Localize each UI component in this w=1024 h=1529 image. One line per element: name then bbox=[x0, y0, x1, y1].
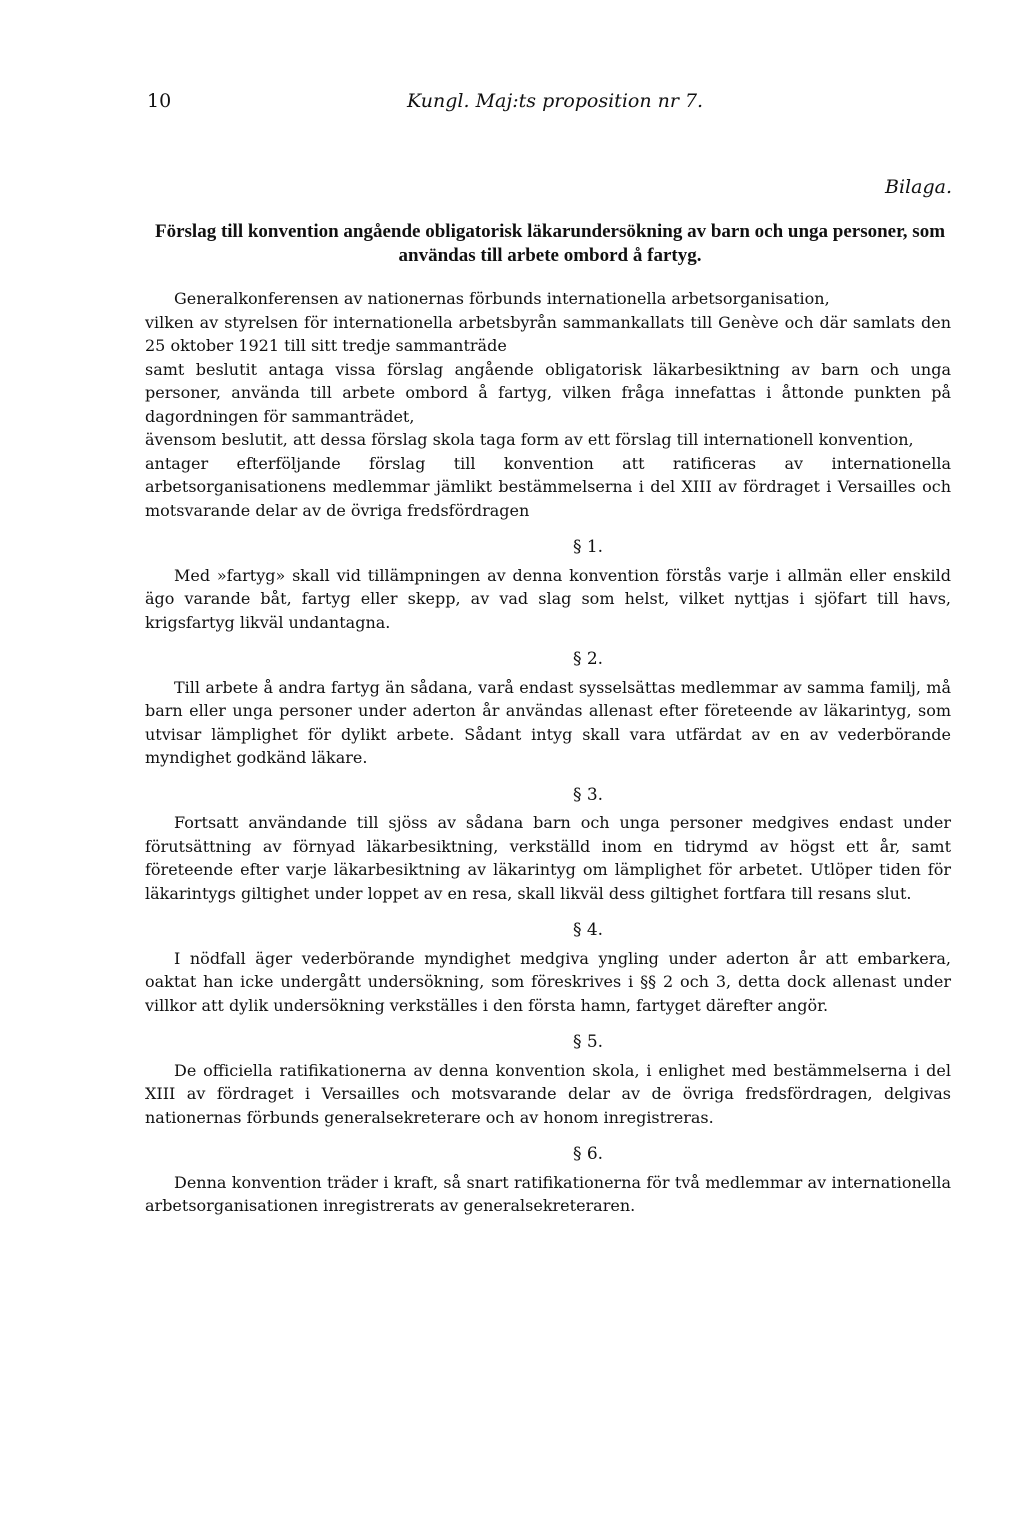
appendix-label: Bilaga. bbox=[885, 176, 952, 198]
preamble-paragraph: Generalkonferensen av nationernas förbunds internationella arbetsorganisation, bbox=[174, 289, 830, 308]
section-mark: § 5. bbox=[572, 1032, 604, 1052]
running-title: Kungl. Maj:ts proposition nr 7. bbox=[407, 90, 704, 112]
section-paragraph: Fortsatt användande till sjöss av sådana barn och unga personer medgives endast under förutsättning av förnyad läkarbesiktning, verkställd inom en tidrymd av högst ett år, samt företeende efter varje läkarbesiktning av läkarintyg om lämplighet för arbetet. Utlöper tiden för läkarintygs giltighet under loppet av en resa, skall likväl dess giltighet fortfara till resans slut. bbox=[145, 813, 951, 903]
preamble-paragraph: ävensom beslutit, att dessa förslag skola taga form av ett förslag till internationell konvention, bbox=[145, 430, 914, 449]
section-mark: § 2. bbox=[572, 649, 604, 669]
section-paragraph: Till arbete å andra fartyg än sådana, varå endast sysselsättas medlemmar av samma familj, må barn eller unga personer under aderton år användas allenast efter företeende av läkarintyg, som utvisar lämplighet för dylikt arbete. Sådant intyg skall vara utfärdat av en av vederbörande myndighet godkänd läkare. bbox=[145, 677, 951, 767]
section-paragraph: De officiella ratifikationerna av denna konvention skola, i enlighet med bestämmelserna i del XIII av fördraget i Versailles och motsvarande delar av de övriga fredsfördragen, delgivas nationernas förbunds generalsekreterare och av honom inregistreras. bbox=[145, 1060, 951, 1127]
preamble-paragraph: vilken av styrelsen för internationella arbetsbyrån sammankallats till Genève och där samlats den 25 oktober 1921 till sitt tredje sammanträde bbox=[145, 312, 951, 355]
preamble-paragraph: antager efterföljande förslag till konvention att ratificeras av internationella arbetsorganisationens medlemmar jämlikt bestämmelserna i del XIII av fördraget i Versailles och motsvarande delar av de övriga fredsfördragen bbox=[145, 453, 951, 520]
page-header bbox=[145, 90, 955, 120]
document-body bbox=[145, 287, 951, 1218]
section-paragraph: Denna konvention träder i kraft, så snart ratifikationerna för två medlemmar av internationella arbetsorganisationen inregistrerats av generalsekreteraren. bbox=[145, 1172, 951, 1215]
section-mark: § 3. bbox=[572, 784, 604, 805]
page-number: 10 bbox=[147, 90, 172, 112]
section-mark: § 6. bbox=[572, 1144, 604, 1164]
section-mark: § 1. bbox=[572, 537, 604, 557]
section-paragraph: I nödfall äger vederbörande myndighet medgiva yngling under aderton år att embarkera, oaktat han icke undergått undersökning, som föreskrives i §§ 2 och 3, detta dock allenast under villkor att dylik undersökning verkställes i den första hamn, fartyget därefter angör. bbox=[145, 948, 951, 1015]
preamble-paragraph: samt beslutit antaga vissa förslag angående obligatorisk läkarbesiktning av barn och unga personer, använda till arbete ombord å fartyg, vilken fråga innefattas i åttonde punkten på dagordningen för sammanträdet, bbox=[145, 359, 951, 426]
section-paragraph: Med »fartyg» skall vid tillämpningen av denna konvention förstås varje i allmän eller enskild ägo varande båt, fartyg eller skepp, av vad slag som helst, vilket nyttjas i sjöfart till havs, krigsfartyg likväl undantagna. bbox=[145, 565, 951, 632]
document-title: Förslag till konvention angående obligatorisk läkarundersökning av barn och unga personer, som användas till arbete ombord å fartyg. bbox=[154, 221, 946, 266]
section-mark: § 4. bbox=[572, 920, 604, 940]
